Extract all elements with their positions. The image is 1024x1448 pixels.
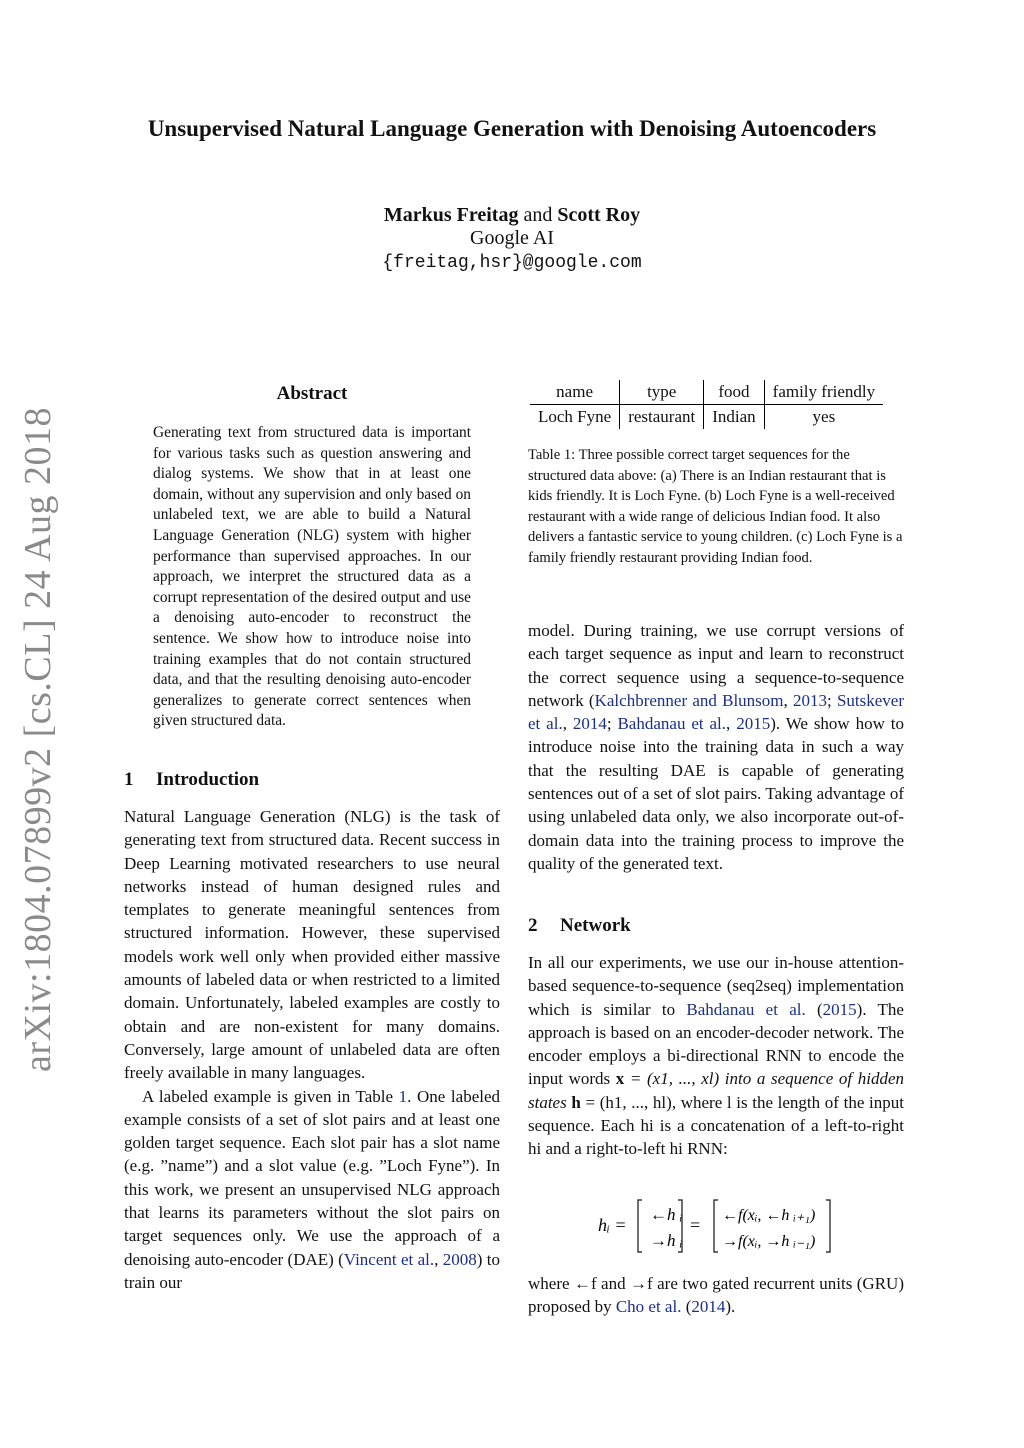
citation-bahdanau-2-link[interactable]: Bahdanau et al.: [686, 999, 806, 1019]
svg-text:←h ᵢ: ←h ᵢ: [650, 1205, 683, 1224]
right-column-paragraph: [528, 619, 904, 875]
svg-text:→h ᵢ: →h ᵢ: [650, 1231, 683, 1250]
section-2-number: 2: [528, 915, 538, 936]
section-1-title: Introduction: [156, 769, 260, 790]
hidden-sequence-text: = (h1, ..., hl), where l is the length of the input sequence. Each hi is a concatenation of a left-to-right hi and a right-to-left hi RNN:: [528, 1092, 904, 1159]
author-conjunction: and: [523, 204, 553, 226]
author-2: Scott Roy: [557, 204, 641, 226]
citation-kalchbrenner-link[interactable]: Kalchbrenner and Blunsom: [594, 690, 784, 710]
section-2-heading: [528, 915, 631, 937]
equation-hidden-state: [598, 1196, 838, 1256]
gru-paragraph: [528, 1272, 904, 1319]
intro-p2-text-b: . One labeled example consists of a set of slot pairs and at least one golden target sequence. Each slot pair has a slot name (e.g. ”name”) and a slot value (e.g. ”Loch Fyne”). In this work, we present an unsupervised NLG approach that learns its parameters without the slot pairs on target sequences only. We use the approach of a denoising auto-encoder (DAE) (: [124, 1086, 501, 1269]
network-paragraph-1: In all our experiments, we use our in-house attention-based sequence-to-sequence (seq2seq) implementation which is similar to Bahdanau et al. (2015). The approach is based on an encoder-decoder network. The encoder employs a bi-directional RNN to encode the input words x = (x1, ..., xl) into a sequence of hidden states h = (h1, ..., hl), where l is the length of the input sequence. Each hi is a concatenation of a left-to-right hi and a right-to-left hi RNN:: [528, 953, 905, 1159]
arxiv-identifier: arXiv:1804.07899v2 [cs.CL] 24 Aug 2018: [17, 407, 59, 1072]
intro-paragraph-1: Natural Language Generation (NLG) is the task of generating text from structured data. Recent success in Deep Learning motivated researchers to use neural networks instead of human designed rules and templates to generate meaningful sentences from structured information. However, these supervised models work well only when provided either massive amounts of labeled data or when restricted to a limited domain. Unfortunately, labeled examples are costly to obtain and are non-existent for many domains. Conversely, large amount of unlabeled data are often freely available in many languages.: [124, 807, 500, 1083]
section-1-heading: [124, 769, 259, 791]
gru-text: where ←f and →f are two gated recurrent units (GRU) proposed by Cho et al. (2014).: [528, 1274, 904, 1317]
slot-value-cell: restaurant: [620, 405, 704, 430]
citation-separator: ,: [434, 1249, 443, 1269]
author-email: {freitag,hsr}@google.com: [382, 253, 642, 273]
paper-title: Unsupervised Natural Language Generation with Denoising Autoencoders: [147, 116, 877, 141]
table-reference-link[interactable]: 1: [398, 1086, 408, 1106]
input-sequence-text: = (x1, ..., xl) into a sequence of hidden states: [528, 1069, 905, 1112]
citation-bahdanau-year-link[interactable]: 2015: [736, 714, 771, 734]
input-vector-symbol: x: [615, 1069, 625, 1089]
introduction-body: [124, 805, 500, 1294]
abstract-text: Generating text from structured data is important for various tasks such as question answering and dialog systems. We show that in at least one domain, without any supervision and only based on unlabeled text, we are able to build a Natural Language Generation (NLG) system with higher performance than supervised approaches. In our approach, we interpret the structured data as a corrupt representation of the desired output and use a denoising auto-encoder to reconstruct the sentence. We show how to introduce noise into training examples that do not contain structured data, and that the resulting denoising auto-encoder generalizes to generate correct sentences when given structured data.: [153, 424, 471, 730]
slot-header-cell: type: [620, 380, 704, 405]
network-body: [528, 951, 904, 1161]
citation-vincent-link[interactable]: Vincent et al.: [343, 1249, 435, 1269]
equation-text: hᵢ =: [598, 1215, 627, 1235]
slot-table: [530, 380, 883, 429]
citation-vincent-year-link[interactable]: 2008: [442, 1249, 477, 1269]
table-caption: Table 1: Three possible correct target sequences for the structured data above: (a) There is an Indian restaurant that is kids friendly. It is Loch Fyne. (b) Loch Fyne is a well-received restaurant with a wide range of delicious Indian food. It also delivers a fantastic service to young children. (c) Loch Fyne is a family friendly restaurant providing Indian food.: [528, 447, 903, 566]
slot-table-row: [530, 405, 883, 430]
svg-text:→f(xᵢ, →h ᵢ₋₁): →f(xᵢ, →h ᵢ₋₁): [722, 1233, 816, 1250]
citation-bahdanau-2-year-link[interactable]: 2015: [822, 999, 857, 1019]
citation-cho-link[interactable]: Cho et al.: [615, 1297, 682, 1317]
intro-p2-text-c: ) to train our: [124, 1249, 500, 1292]
svg-text:=: =: [690, 1215, 701, 1235]
network-text-a: In all our experiments, we use our in-house attention-based sequence-to-sequence (seq2seq) implementation which is similar to: [528, 953, 904, 1019]
slot-value-cell: Loch Fyne: [538, 407, 612, 426]
citation-cho-year-link[interactable]: 2014: [691, 1297, 726, 1317]
model-text-a: model. During training, we use corrupt versions of each target sequence as input and learn to reconstruct the correct sequence using a sequence-to-sequence network (: [528, 621, 904, 710]
section-2-title: Network: [560, 915, 631, 936]
abstract-heading: Abstract: [276, 383, 348, 404]
slot-table-header-row: [530, 380, 883, 405]
citation-sutskever-year-link[interactable]: 2014: [572, 714, 607, 734]
affiliation: Google AI: [470, 227, 554, 249]
model-text-b: ). We show how to introduce noise into the training data in such a way that the resulting DAE is capable of generating sentences out of a set of slot pairs. Taking advantage of using unlabeled data only, we also incorporate out-of-domain data into the training process to improve the quality of the generated text.: [528, 714, 905, 873]
citation-kalchbrenner-year-link[interactable]: 2013: [793, 690, 828, 710]
author-1: Markus Freitag: [383, 204, 519, 226]
slot-value-cell: yes: [764, 405, 883, 430]
citation-sutskever-link[interactable]: Sutskever et al.: [528, 690, 905, 734]
citation-bahdanau-link[interactable]: Bahdanau et al.: [617, 714, 727, 734]
intro-p2-text-a: A labeled example is given in Table: [142, 1086, 399, 1106]
intro-paragraph-2: [124, 1085, 500, 1295]
slot-header-cell: family friendly: [764, 380, 883, 405]
slot-header-cell: name: [530, 380, 620, 405]
gru-text-a: where ←f and →f are two gated recurrent units (GRU) proposed by: [528, 1274, 904, 1317]
network-text-b: ). The approach is based on an encoder-decoder network. The encoder employs a bi-directional RNN to encode the input words: [528, 999, 904, 1089]
section-1-number: 1: [124, 769, 134, 790]
svg-text:←f(xᵢ, ←h ᵢ₊₁): ←f(xᵢ, ←h ᵢ₊₁): [722, 1207, 816, 1224]
author-line: [0, 203, 1024, 228]
hidden-vector-symbol: h: [571, 1092, 581, 1112]
gru-text-b: ).: [725, 1297, 736, 1317]
slot-value-cell: Indian: [704, 405, 764, 430]
slot-header-cell: food: [704, 380, 764, 405]
model-paragraph: model. During training, we use corrupt versions of each target sequence as input and learn to reconstruct the correct sequence using a sequence-to-sequence network (Kalchbrenner and Blunsom, 2013; Sutskever et al., 2014; Bahdanau et al., 2015). We show how to introduce noise into the training data in such a way that the resulting DAE is capable of generating sentences out of a set of slot pairs. Taking advantage of using unlabeled data only, we also incorporate out-of-domain data into the training process to improve the quality of the generated text.: [528, 621, 905, 873]
